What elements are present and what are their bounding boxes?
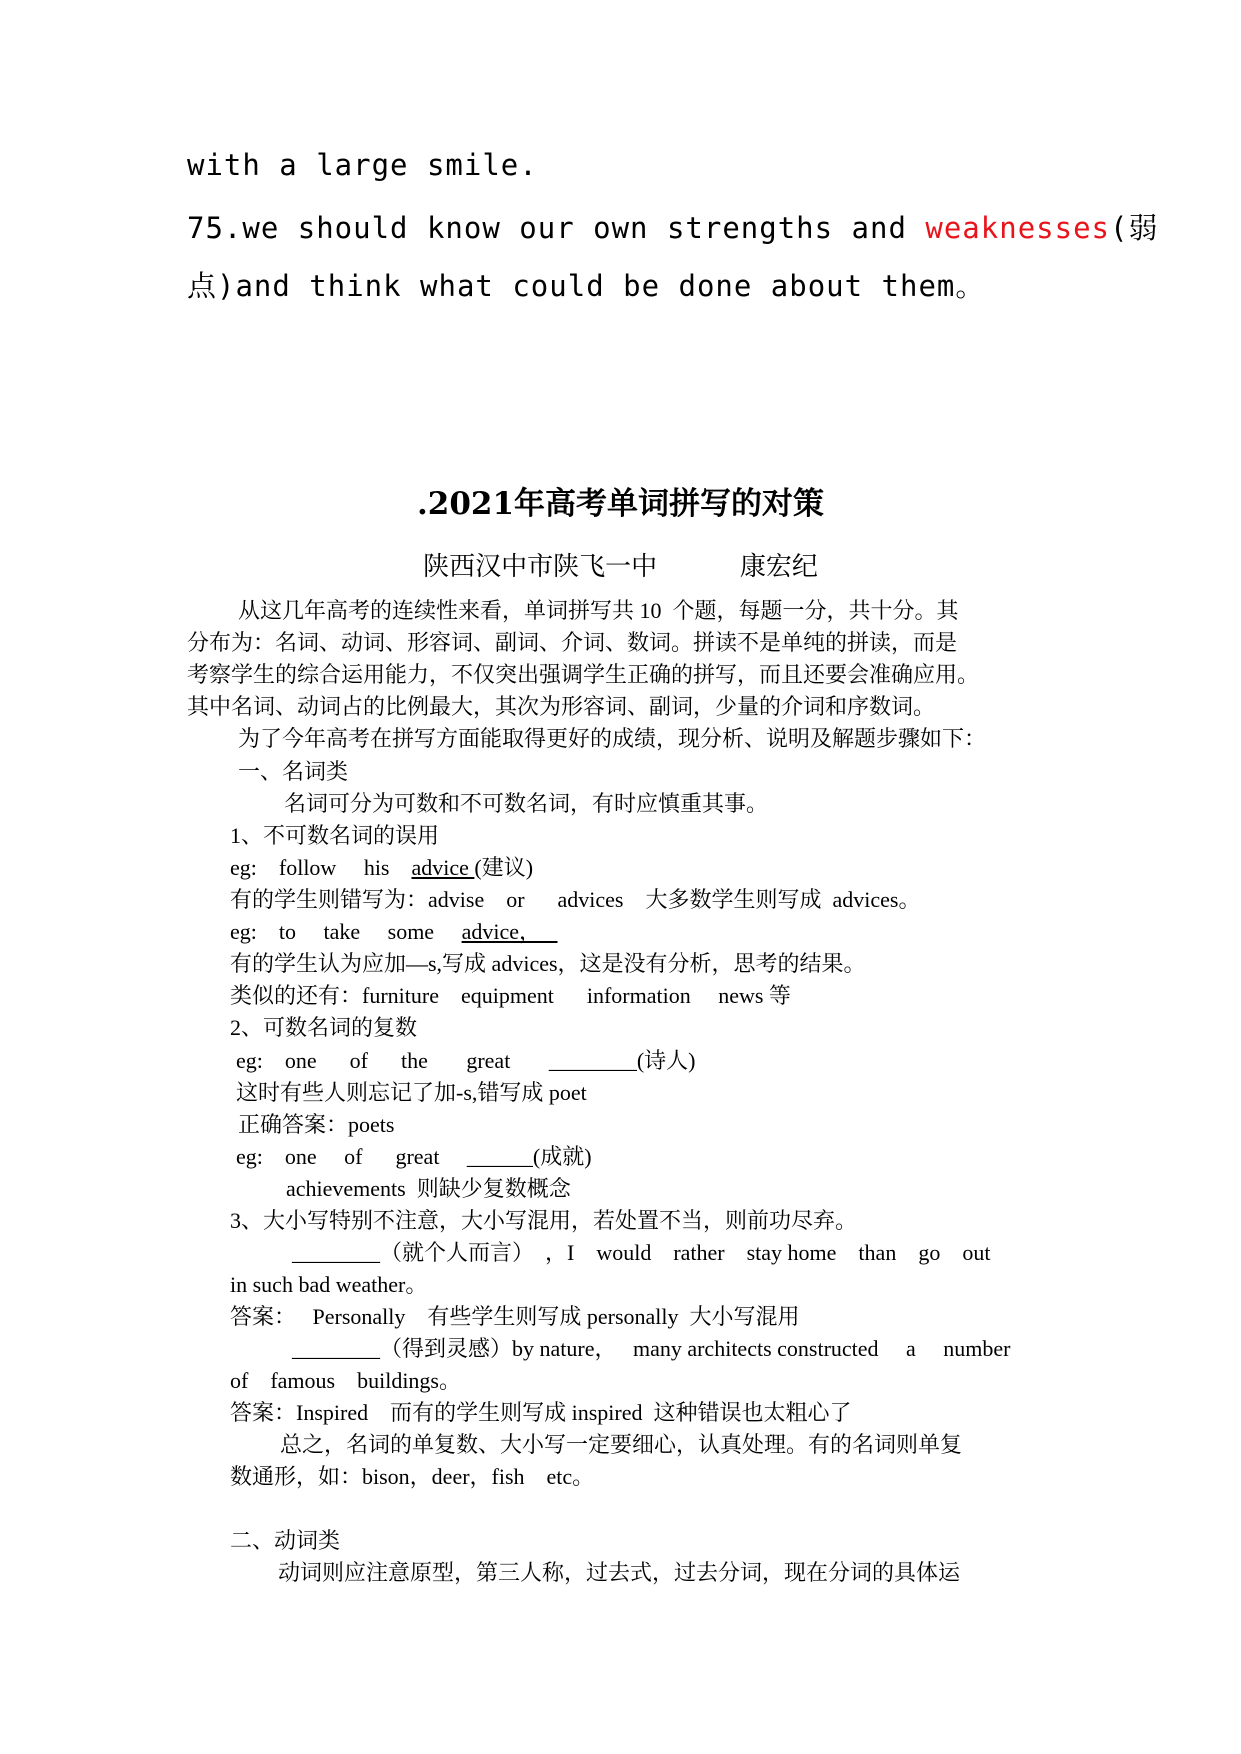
example-text: eg: follow his [230, 855, 412, 880]
intro-line-3: 考察学生的综合运用能力，不仅突出强调学生正确的拼写，而且还要会准确应用。 [187, 662, 980, 687]
section-1-desc: 名词可分为可数和不可数名词，有时应慎重其事。 [284, 791, 769, 816]
intro-line-4: 其中名词、动词占的比例最大，其次为形容词、副词，少量的介词和序数词。 [187, 694, 936, 719]
section-2-heading: 二、动词类 [230, 1528, 341, 1553]
example-advice-2 [230, 919, 558, 945]
similar-words: 类似的还有：furniture equipment information news 等 [230, 983, 791, 1008]
answer-personally: 答案： Personally 有些学生则写成 personally 大小写混用 [230, 1304, 800, 1329]
summary-line-2: 数通形，如：bison，deer，fish etc。 [230, 1464, 595, 1489]
intro-line-2: 分布为：名词、动词、形容词、副词、介词、数词。拼读不是单纯的拼读，而是 [187, 630, 958, 655]
item-75-line-2: 点)and think what could be done about them。 [187, 269, 986, 303]
answer-inspired: 答案：Inspired 而有的学生则写成 inspired 这种错误也太粗心了 [230, 1400, 852, 1425]
answer-word: advice， [461, 919, 558, 944]
answer-word: advice [411, 855, 475, 880]
summary-line-1: 总之，名词的单复数、大小写一定要细心，认真处理。有的名词则单复 [280, 1432, 963, 1457]
article-author: 陕西汉中市陕飞一中 康宏纪 [423, 552, 818, 582]
hint-text: (建议) [474, 855, 534, 880]
error-note-2: 有的学生认为应加—s,写成 advices，这是没有分析，思考的结果。 [230, 951, 866, 976]
note-poet: 这时有些人则忘记了加-s,错写成 poet [236, 1080, 587, 1105]
intro-line-5: 为了今年高考在拼写方面能取得更好的成绩，现分析、说明及解题步骤如下： [238, 726, 987, 751]
prev-line-1: with a large smile. [187, 148, 538, 182]
section-2-desc: 动词则应注意原型，第三人称，过去式，过去分词，现在分词的具体运 [278, 1560, 961, 1585]
item-75-answer: weaknesses [925, 211, 1110, 245]
item-75-line-1 [187, 206, 1158, 247]
subsection-3-heading: 3、大小写特别不注意，大小写混用，若处置不当，则前功尽弃。 [230, 1208, 858, 1233]
example-inspired-2: of famous buildings。 [230, 1368, 461, 1393]
item-75-text: 75.we should know our own strengths and [187, 211, 926, 245]
item-75-hint: (弱 [1110, 211, 1159, 245]
answer-achievements: achievements 则缺少复数概念 [286, 1176, 571, 1201]
example-personally-1: ________（就个人而言） ，I would rather stay home than go out [292, 1240, 991, 1265]
example-achievement: eg: one of great ______(成就) [236, 1144, 592, 1169]
example-advice-1 [230, 855, 533, 881]
section-1-heading: 一、名词类 [238, 759, 349, 784]
subsection-1-heading: 1、不可数名词的误用 [230, 823, 440, 848]
error-note-1: 有的学生则错写为：advise or advices 大多数学生则写成 advices。 [230, 887, 921, 912]
example-personally-2: in such bad weather。 [230, 1272, 428, 1297]
intro-line-1: 从这几年高考的连续性来看，单词拼写共 10 个题，每题一分，共十分。其 [238, 598, 959, 623]
example-inspired-1: ________（得到灵感）by nature， many architects constructed a number [292, 1336, 1011, 1361]
example-poet: eg: one of the great ________(诗人) [236, 1048, 696, 1073]
answer-poets: 正确答案：poets [238, 1112, 395, 1137]
subsection-2-heading: 2、可数名词的复数 [230, 1015, 418, 1040]
example-text: eg: to take some [230, 919, 462, 944]
article-title: .2021年高考单词拼写的对策 [416, 486, 825, 522]
